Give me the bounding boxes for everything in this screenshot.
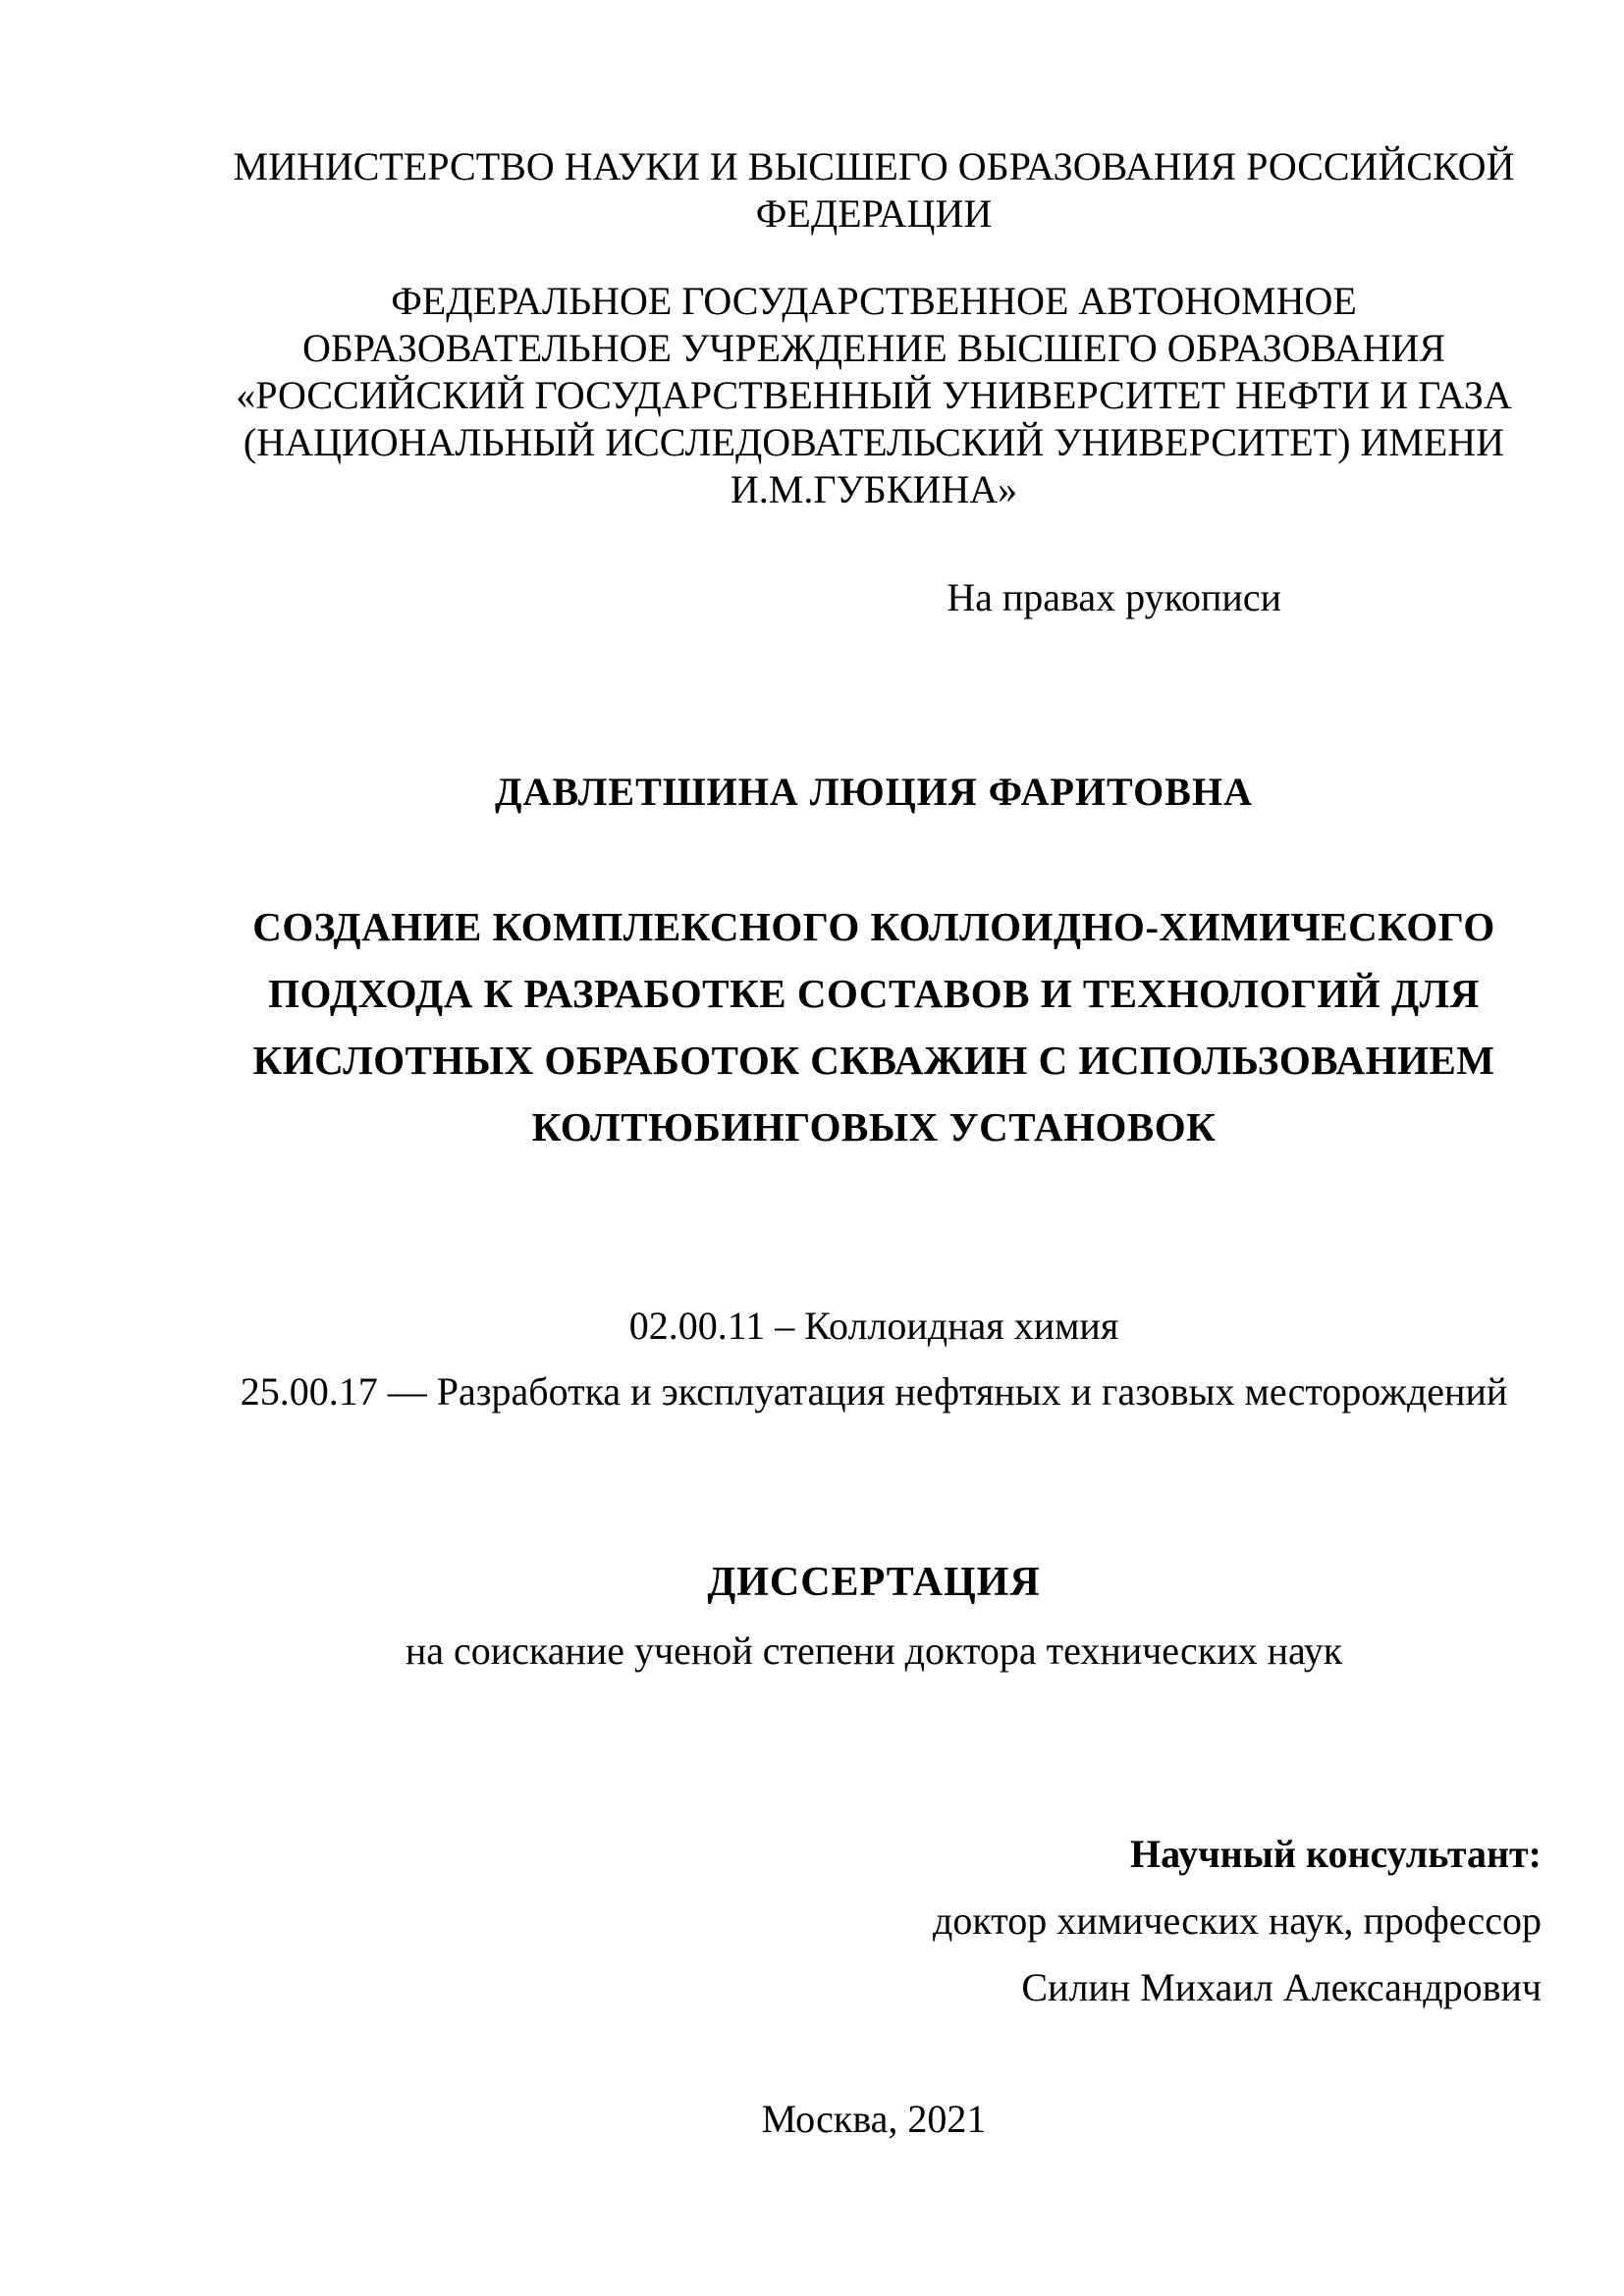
specialty-code-oil-gas-fields: 25.00.17 — Разработка и эксплуатация нефтяных и газовых месторождений <box>240 1369 1508 1414</box>
scientific-consultant-section <box>206 1821 1542 2021</box>
university-line: «РОССИЙСКИЙ ГОСУДАРСТВЕННЫЙ УНИВЕРСИТЕТ НЕФТИ И ГАЗА <box>236 373 1512 417</box>
university-name <box>206 278 1542 513</box>
consultant-name: Силин Михаил Александрович <box>1021 1965 1542 2009</box>
university-line: ОБРАЗОВАТЕЛЬНОЕ УЧРЕЖДЕНИЕ ВЫСШЕГО ОБРАЗОВАНИЯ <box>301 326 1446 370</box>
manuscript-rights-note: На правах рукописи <box>947 575 1281 619</box>
dissertation-title-line: КОЛТЮБИНГОВЫХ УСТАНОВОК <box>531 1104 1217 1149</box>
dissertation-title <box>206 893 1542 1160</box>
ministry-heading <box>206 143 1542 238</box>
dissertation-title-line: КИСЛОТНЫХ ОБРАБОТОК СКВАЖИН С ИСПОЛЬЗОВАНИЕМ <box>252 1038 1495 1083</box>
ministry-line: МИНИСТЕРСТВО НАУКИ И ВЫСШЕГО ОБРАЗОВАНИЯ РОССИЙСКОЙ <box>233 144 1515 188</box>
consultant-label: Научный консультант: <box>1130 1832 1542 1876</box>
specialty-codes <box>206 1293 1542 1424</box>
university-line: (НАЦИОНАЛЬНЫЙ ИССЛЕДОВАТЕЛЬСКИЙ УНИВЕРСИТЕТ) ИМЕНИ <box>243 420 1505 464</box>
university-line: ФЕДЕРАЛЬНОЕ ГОСУДАРСТВЕННОЕ АВТОНОМНОЕ <box>391 279 1357 323</box>
dissertation-heading: ДИССЕРТАЦИЯ <box>707 1560 1041 1605</box>
university-line: И.М.ГУБКИНА» <box>730 467 1018 511</box>
manuscript-rights-note-container <box>206 574 1542 621</box>
city-year: Москва, 2021 <box>761 2097 987 2141</box>
consultant-degree: доктор химических наук, профессор <box>933 1898 1542 1943</box>
ministry-line: ФЕДЕРАЦИИ <box>755 191 993 236</box>
degree-subtitle: на соискание ученой степени доктора технических наук <box>405 1629 1343 1673</box>
dissertation-section <box>206 1548 1542 1685</box>
dissertation-title-line: ПОДХОДА К РАЗРАБОТКЕ СОСТАВОВ И ТЕХНОЛОГИЙ ДЛЯ <box>268 971 1480 1016</box>
author-name: ДАВЛЕТШИНА ЛЮЦИЯ ФАРИТОВНА <box>495 770 1253 814</box>
specialty-code-colloid-chemistry: 02.00.11 – Коллоидная химия <box>628 1304 1119 1348</box>
dissertation-title-line: СОЗДАНИЕ КОМПЛЕКСНОГО КОЛЛОИДНО-ХИМИЧЕСКОГО <box>252 904 1495 949</box>
